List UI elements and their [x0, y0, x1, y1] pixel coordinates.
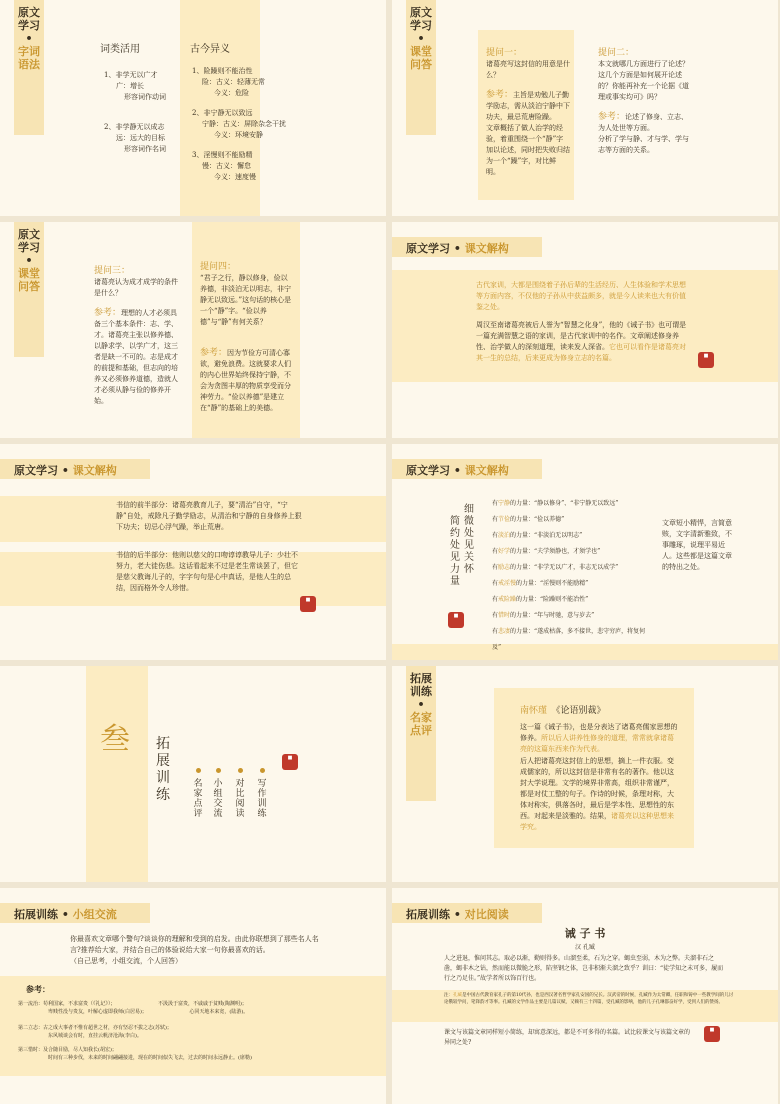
slide-class-qa-1 — [392, 0, 778, 216]
left-heading: 词类活用 — [100, 44, 140, 55]
vertical-title — [18, 6, 40, 71]
question-2: 提问二： 本文就哪几方面进行了论述？这几个方面是如何展开论述的？你能再补充一个论据《道理或事实均可》吗？ — [598, 48, 689, 101]
slide-expert-review — [392, 666, 778, 882]
slide-class-qa-2 — [0, 222, 386, 438]
strength-row: 有淡泊的力量：“非淡泊无以明志” — [492, 532, 583, 539]
horizontal-title: 原文学习 • 课文解构 — [406, 242, 509, 255]
dot-icon: • — [453, 464, 461, 477]
paragraph-2: 周汉至南诸葛亮被后人誉为“智慧之化身”，他的《诫子书》也可谓是一篇充满智慧之语的家训，是古代家训中的名作。文章阐述修身养性、治学做人的深刻道理，读来发人深省。它也可以看作是诸葛亮对其一生的总结，后来更成为修身立志的名篇。 — [476, 321, 687, 362]
dot-icon: • — [25, 254, 33, 267]
right-item-3: 3、淫慢则不能励精 慢：古义：懈怠 今义：速度慢 — [192, 151, 256, 181]
seal-icon: ■ — [704, 1026, 720, 1042]
horizontal-title: 拓展训练 • 对比阅读 — [406, 908, 509, 921]
dot-icon: • — [61, 464, 69, 477]
left-item-2: 2、非学静无以成志 远：远大的目标 形容词作名词 — [104, 123, 166, 153]
right-item-1: 1、险躁则不能治性 险：古义：轻薄无常 今义：危险 — [192, 67, 265, 97]
author-note: 注：孔臧是中国古代教育家孔子的第10代孙，也是西汉著名哲学家孔安国的兄长。汉武帝的时候，孔臧作为太常卿，任职和铸中一些教学间的儿讨论俄较学问，笔锋韵才等事。孔臧的文学作品主要是儿篇议赋，又赖有三十四篇，受孔臧的影响，他的儿子孔琳都奋好学，受到人们的赞扬。 — [444, 993, 734, 1005]
horizontal-title: 原文学习 • 课文解构 — [406, 464, 509, 477]
strength-row: 有好学的力量：“夫学须静也，才须学也” — [492, 548, 601, 555]
section-item-4[interactable]: 写作训练 — [254, 758, 270, 819]
paragraph-first-half: 书信的前半部分：诸葛亮教育儿子，要“清治”自守，“宁静”自处，戒除凡子勤学励志，从清治和宁静的自身修养上狠下功夫；切忌心浮气躁，举止荒唐。 — [116, 501, 302, 531]
question-3: 提问三： 诸葛亮认为成才成学的条件是什么？ — [94, 266, 178, 297]
poem-title: 诫 子 书 — [564, 927, 606, 940]
answer-3: 参考：理想的人才必须具备三个基本条件：志、学、才。诸葛亮主张以修养德、以静求学、以学广才，这三者是缺一不可的。志是成才的前提和基础，但志向的培养又必须修养道德，造就人才必须从静与俭的修养开始。 — [94, 308, 178, 405]
quote-paragraph-1: 这一篇《诫子书》，也是分表达了诸葛亮儒家思想的修养。所以后人讲养性修身的道理，常常就拿诸葛亮的这篇东西来作为代表。 — [520, 723, 678, 753]
section-item-1[interactable]: 名家点评 — [190, 758, 206, 819]
bullet-icon — [260, 768, 265, 773]
slide-word-grammar — [0, 0, 386, 216]
right-item-2: 2、非宁静无以致远 宁静：古义：屏除杂念干扰 今义：环境安静 — [192, 109, 286, 139]
seal-icon: ■ — [698, 352, 714, 368]
paragraph-1: 古代家训，大都是围绕着子孙后辈的生活经历、人生体验和学术思想等方面内容，不仅他的子孙从中获益颇多，就是今人读来也大有价值鉴之处。 — [476, 281, 686, 311]
vertical-phrase-2: 简约处见力量 — [450, 516, 460, 587]
strength-row: 有戒淫慢的力量：“淫慢则不能励精” — [492, 580, 589, 587]
comparison-question: 课文与该篇文章同样短小简练，却寓意深远，都是不可多得的名篇。试比较课文与该篇文章的异同之处? — [444, 1029, 691, 1046]
dot-icon: • — [453, 242, 461, 255]
dot-icon: • — [417, 698, 425, 711]
dot-icon: • — [25, 32, 33, 45]
question-1: 提问一： 诸葛亮写这封信的用意是什么？ — [486, 48, 570, 79]
slide-text-structure-2 — [0, 444, 386, 660]
side-note: 文章短小精悍，言简意赅，文字清新雅致，不事雕琢，说理平易近人。这些都是这篇文章的特出之处。 — [662, 519, 732, 571]
slide-comparative-reading — [392, 888, 778, 1104]
strength-list — [492, 496, 652, 656]
dot-icon: • — [453, 908, 461, 921]
slide-section-expansion — [0, 666, 386, 882]
discussion-prompt: 你最喜欢文章哪个警句?谈谈你的理解和受到的启发。由此你联想到了那些名人名言?推荐给大家，并结合自己的体验说给大家一句你最喜欢的话。 （自己思考，小组交流，个人回答） — [70, 935, 319, 965]
horizontal-title: 原文学习 • 课文解构 — [14, 464, 117, 477]
dot-icon: • — [61, 908, 69, 921]
section-item-3[interactable]: 对比阅读 — [232, 758, 248, 819]
answer-4: 参考：因为节俭方可清心寡欲，避免浪费。这就要求人们的内心世界始终保持宁静，不会为贪图丰厚的物质享受而分神劳力。“俭以养德”是建立在“静”的基础上的美德。 — [200, 348, 291, 412]
right-heading: 古今异义 — [190, 44, 230, 55]
strength-row: 有励志的力量：“非学无以广才，非志无以成学” — [492, 564, 619, 571]
strength-row: 有戒险躁的力量：“险躁则不能冶性” — [492, 596, 589, 603]
seal-icon: ■ — [300, 596, 316, 612]
reference-label: 参考： — [26, 984, 50, 994]
strength-row: 有宁静的力量：“静以修身”、“非宁静无以致远” — [492, 500, 619, 507]
paragraph-second-half: 书信的后半部分：他则以慈父的口吻谆谆教导儿子：少壮不努力，老大徒伤悲。这话看起来不过是老生常谈罢了，但它是慈父教诲儿子的，字字句句是心中真话，是他人生的总结，因而格外令人珍惜。 — [116, 551, 298, 592]
bullet-icon — [216, 768, 221, 773]
section-title: 拓展训练 — [156, 736, 170, 803]
number-panel — [86, 666, 148, 882]
slide-text-structure-1 — [392, 222, 778, 438]
title-part-b: 字词语法 — [18, 45, 40, 71]
answer-2: 参考：论述了修身、立志、为人处世等方面。 分析了学与静、才与学、学与志等方面的关系。 — [598, 112, 689, 154]
quote-heading: 南怀瑾 《论语别裁》 — [520, 706, 606, 716]
question-4: 提问四： “君子之行，静以修身，俭以养德，非淡泊无以明志，非宁静无以致远。”这句话的核心是一个“静”字。“俭以养德”与“静”有何关系？ — [200, 262, 292, 326]
reference-1: 第一流治：苟利国家，不求富贵（《礼记》）； 不汲汲于富贵，不戚戚于贫贱(陶渊明)； 卑贱性没与贵友，叶解心虚即我师(白居易)； 心同天地本来宽，(陆游)。 — [18, 1001, 249, 1015]
reference-3: 第三惜时：及合随目励，尽人知我长(胡宏)； 时间有三种步伐，未来的时间翩翩接进，现在的时间似失飞去，过去的时间永远静止。(席勒) — [18, 1047, 252, 1061]
section-item-2[interactable]: 小组交流 — [210, 758, 226, 819]
bullet-icon — [238, 768, 243, 773]
vertical-phrase-1: 细微处见关怀 — [464, 504, 474, 575]
dot-icon: • — [417, 32, 425, 45]
left-item-1: 1、非学无以广才 广：增长 形容词作动词 — [104, 71, 166, 101]
strength-row: 有悲凄的力量：“遂成枯落，多不接世，悲守穷庐，将复何及” — [492, 628, 646, 651]
bullet-icon — [196, 768, 201, 773]
answer-1: 参考：主旨是劝勉儿子勤学励志，需从淡泊宁静中下功夫，最忌荒唐险躁。 文章概括了做人治学的经验，着重围绕一个“静”字加以论述，同时把失败归结为一个“躁”字，对比鲜明。 — [486, 90, 570, 176]
section-number: 叁 — [100, 722, 130, 757]
reference-2: 第二立志：古之成大事者不惟有超世之材，亦有坚忍不拔之志(苏轼)； 东风城谈会有时，直挂云帆济沧海(李白)。 — [18, 1025, 172, 1039]
seal-icon: ■ — [282, 754, 298, 770]
poem-author: 汉 孔臧 — [575, 944, 595, 951]
slide-text-structure-3 — [392, 444, 778, 660]
vertical-title: 原文学习 • 课堂问答 — [410, 6, 432, 71]
slide-group-discussion — [0, 888, 386, 1104]
strength-row: 有节俭的力量：“俭以养德” — [492, 516, 565, 523]
quote-paragraph-2: 后人把诸葛亮这封信上的思想，摘上一件衣服。变成儒家的，所以这封信是非常有名的著作。他以这封大学说理。文学的境界非常高，组织非常谨严，都是对仗工整的句子。作诗的时候，条理对称，大体对称实，俱落各时，最后是学本性、思想性的东西。对起来是淡雅的。结果，诸葛亮以这种思想来学究。 — [520, 757, 674, 831]
horizontal-title: 拓展训练 • 小组交流 — [14, 908, 117, 921]
title-part-a: 原文学习 — [18, 6, 40, 32]
poem-text: 人之进退，惟问其志。取必以渐，勤则得多。山溜至柔，石为之穿。蝎虫至弱，木为之弊。夫溜非石之凿，蝎非木之钻，然而能以微脆之形，陷坚钢之体，岂非积渐夫溜之致乎？训曰：“徒学知之未可多，履而行之乃足佳。”故学者所以饰百行也。 — [444, 955, 724, 982]
vertical-title: 拓展训练 • 名家点评 — [410, 672, 432, 737]
strength-row: 有惜时的力量：“年与时驰，意与岁去” — [492, 612, 595, 619]
vertical-title: 原文学习 • 课堂问答 — [18, 228, 40, 293]
seal-icon: ■ — [448, 612, 464, 628]
